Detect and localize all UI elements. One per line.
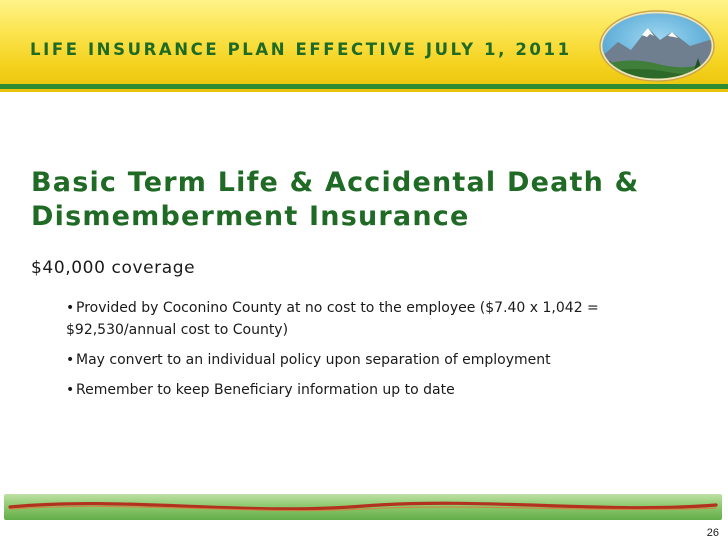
decorative-swirl-icon (4, 494, 722, 520)
mountain-landscape-icon (598, 10, 716, 82)
list-item (66, 379, 696, 401)
coverage-amount: $40,000 coverage (31, 258, 196, 278)
list-item (66, 297, 696, 341)
bullet-text: Provided by Coconino County at no cost to the employee ($7.40 x 1,042 = $92,530/annual cost to County) (66, 300, 599, 338)
list-item (66, 349, 696, 371)
header-title: LIFE INSURANCE PLAN EFFECTIVE JULY 1, 2011 (30, 40, 572, 59)
bullet-icon: • (66, 382, 75, 398)
slide-heading: Basic Term Life & Accidental Death & Dismemberment Insurance (31, 167, 640, 232)
bullet-text: May convert to an individual policy upon separation of employment (76, 352, 551, 368)
page-number: 26 (706, 527, 719, 539)
bullet-icon: • (66, 352, 75, 368)
bullet-text: Remember to keep Beneficiary information up to date (76, 382, 455, 398)
header-divider (0, 84, 728, 89)
bullet-icon: • (66, 300, 75, 316)
bullet-list (66, 297, 696, 409)
